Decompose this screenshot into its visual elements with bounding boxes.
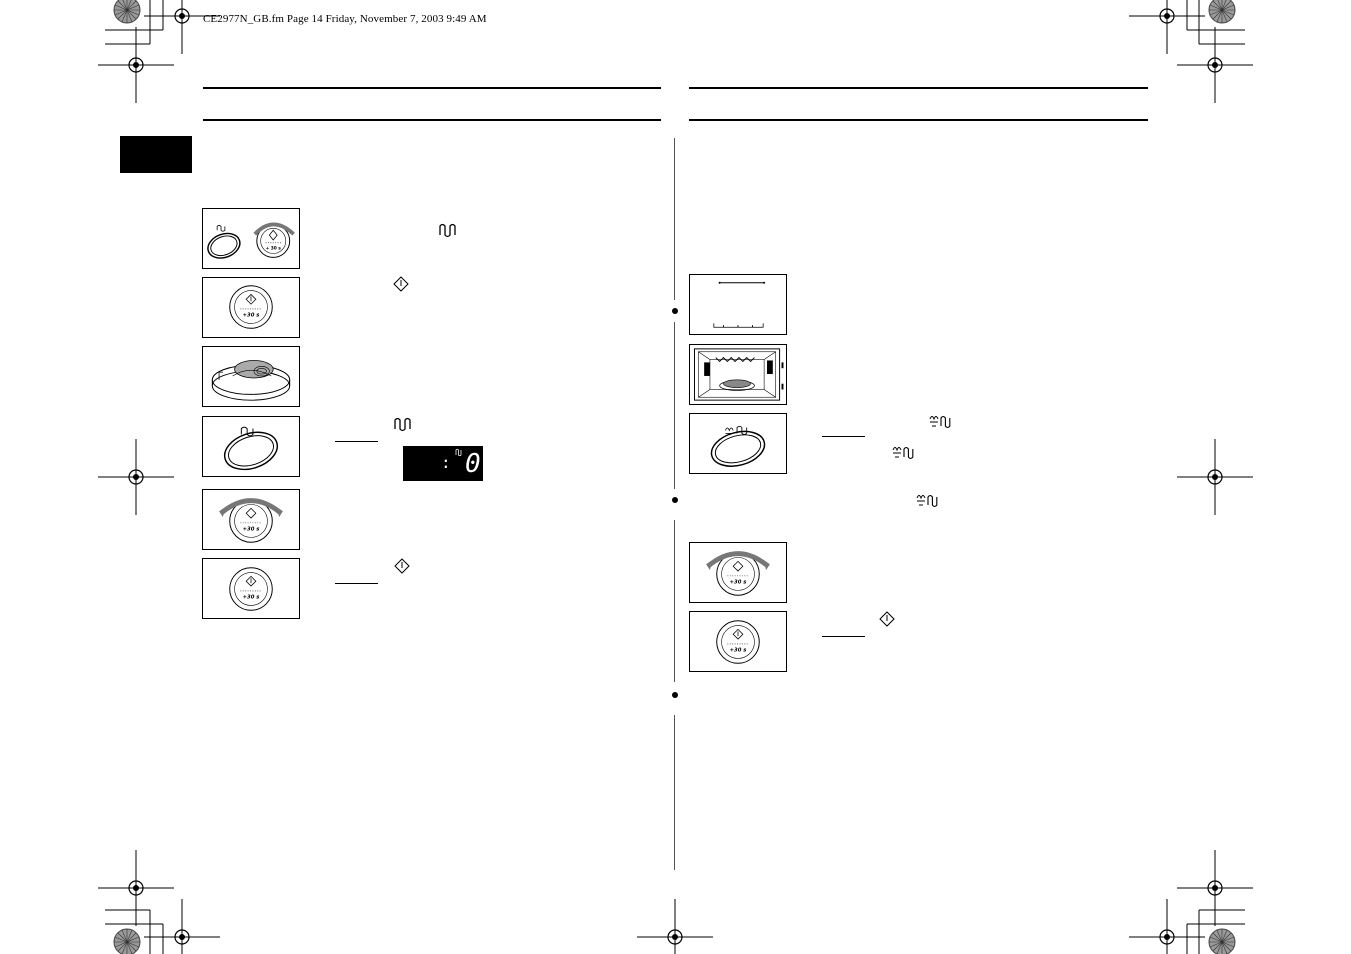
- svg-text:+30 s: +30 s: [729, 647, 747, 654]
- grill-dial-icon: [203, 209, 299, 268]
- left-top-rule: [203, 87, 661, 89]
- rack-icon: [690, 275, 786, 334]
- column-divider-4: [674, 715, 675, 870]
- bullet: [672, 692, 678, 698]
- dial-icon: [690, 543, 786, 602]
- start-symbol-icon: [879, 611, 895, 627]
- svg-text:+30 s: +30 s: [242, 312, 260, 319]
- food-on-rack-icon: [203, 347, 299, 406]
- bullet: [672, 497, 678, 503]
- step-image-grill-button: [202, 416, 300, 477]
- column-divider-3: [674, 520, 675, 682]
- oven-interior-icon: [690, 345, 786, 404]
- step-image-combi-button: [689, 413, 787, 474]
- note-underline: [335, 583, 378, 584]
- grill-button-icon: [203, 417, 299, 476]
- start-button-icon: [690, 612, 786, 671]
- right-bottom-rule: [689, 119, 1148, 121]
- grill-symbol-icon: [393, 416, 415, 432]
- column-divider-1: [674, 138, 675, 300]
- start-symbol-icon: [393, 276, 409, 292]
- step-image-grill-dial: [202, 208, 300, 269]
- bullet: [672, 308, 678, 314]
- start-button-icon: [203, 559, 299, 618]
- step-image-start-button: [202, 277, 300, 338]
- start-button-icon: [203, 278, 299, 337]
- start-symbol-icon: [394, 558, 410, 574]
- combi-symbol-icon: [915, 492, 943, 508]
- step-image-start-button: [689, 611, 787, 672]
- svg-text:+30 s: +30 s: [242, 594, 260, 601]
- note-underline: [822, 436, 865, 437]
- combi-button-icon: [690, 414, 786, 473]
- note-underline: [822, 636, 865, 637]
- language-tab: [120, 136, 192, 173]
- note-underline: [335, 441, 378, 442]
- svg-text:+30 s: +30 s: [242, 526, 260, 533]
- combi-symbol-icon: [891, 444, 919, 460]
- step-image-food-on-rack: [202, 346, 300, 407]
- column-divider-2: [674, 322, 675, 489]
- svg-text:+30 s: +30 s: [729, 579, 747, 586]
- step-image-rack: [689, 274, 787, 335]
- display-digit: 0: [465, 449, 481, 479]
- combi-symbol-icon: [928, 413, 956, 429]
- step-image-dial: [689, 542, 787, 603]
- dial-icon: [203, 490, 299, 549]
- display-grill-indicator-icon: [455, 448, 465, 456]
- oven-display: [403, 446, 483, 481]
- step-image-start-button: [202, 558, 300, 619]
- right-top-rule: [689, 87, 1148, 89]
- display-colon: :: [441, 453, 451, 472]
- grill-symbol-icon: [438, 222, 460, 238]
- file-info-header: CE2977N_GB.fm Page 14 Friday, November 7, 2003 9:49 AM: [203, 13, 487, 25]
- step-image-oven-interior: [689, 344, 787, 405]
- step-image-dial: [202, 489, 300, 550]
- svg-text:+ 30 s: + 30 s: [265, 246, 281, 252]
- left-bottom-rule: [203, 119, 661, 121]
